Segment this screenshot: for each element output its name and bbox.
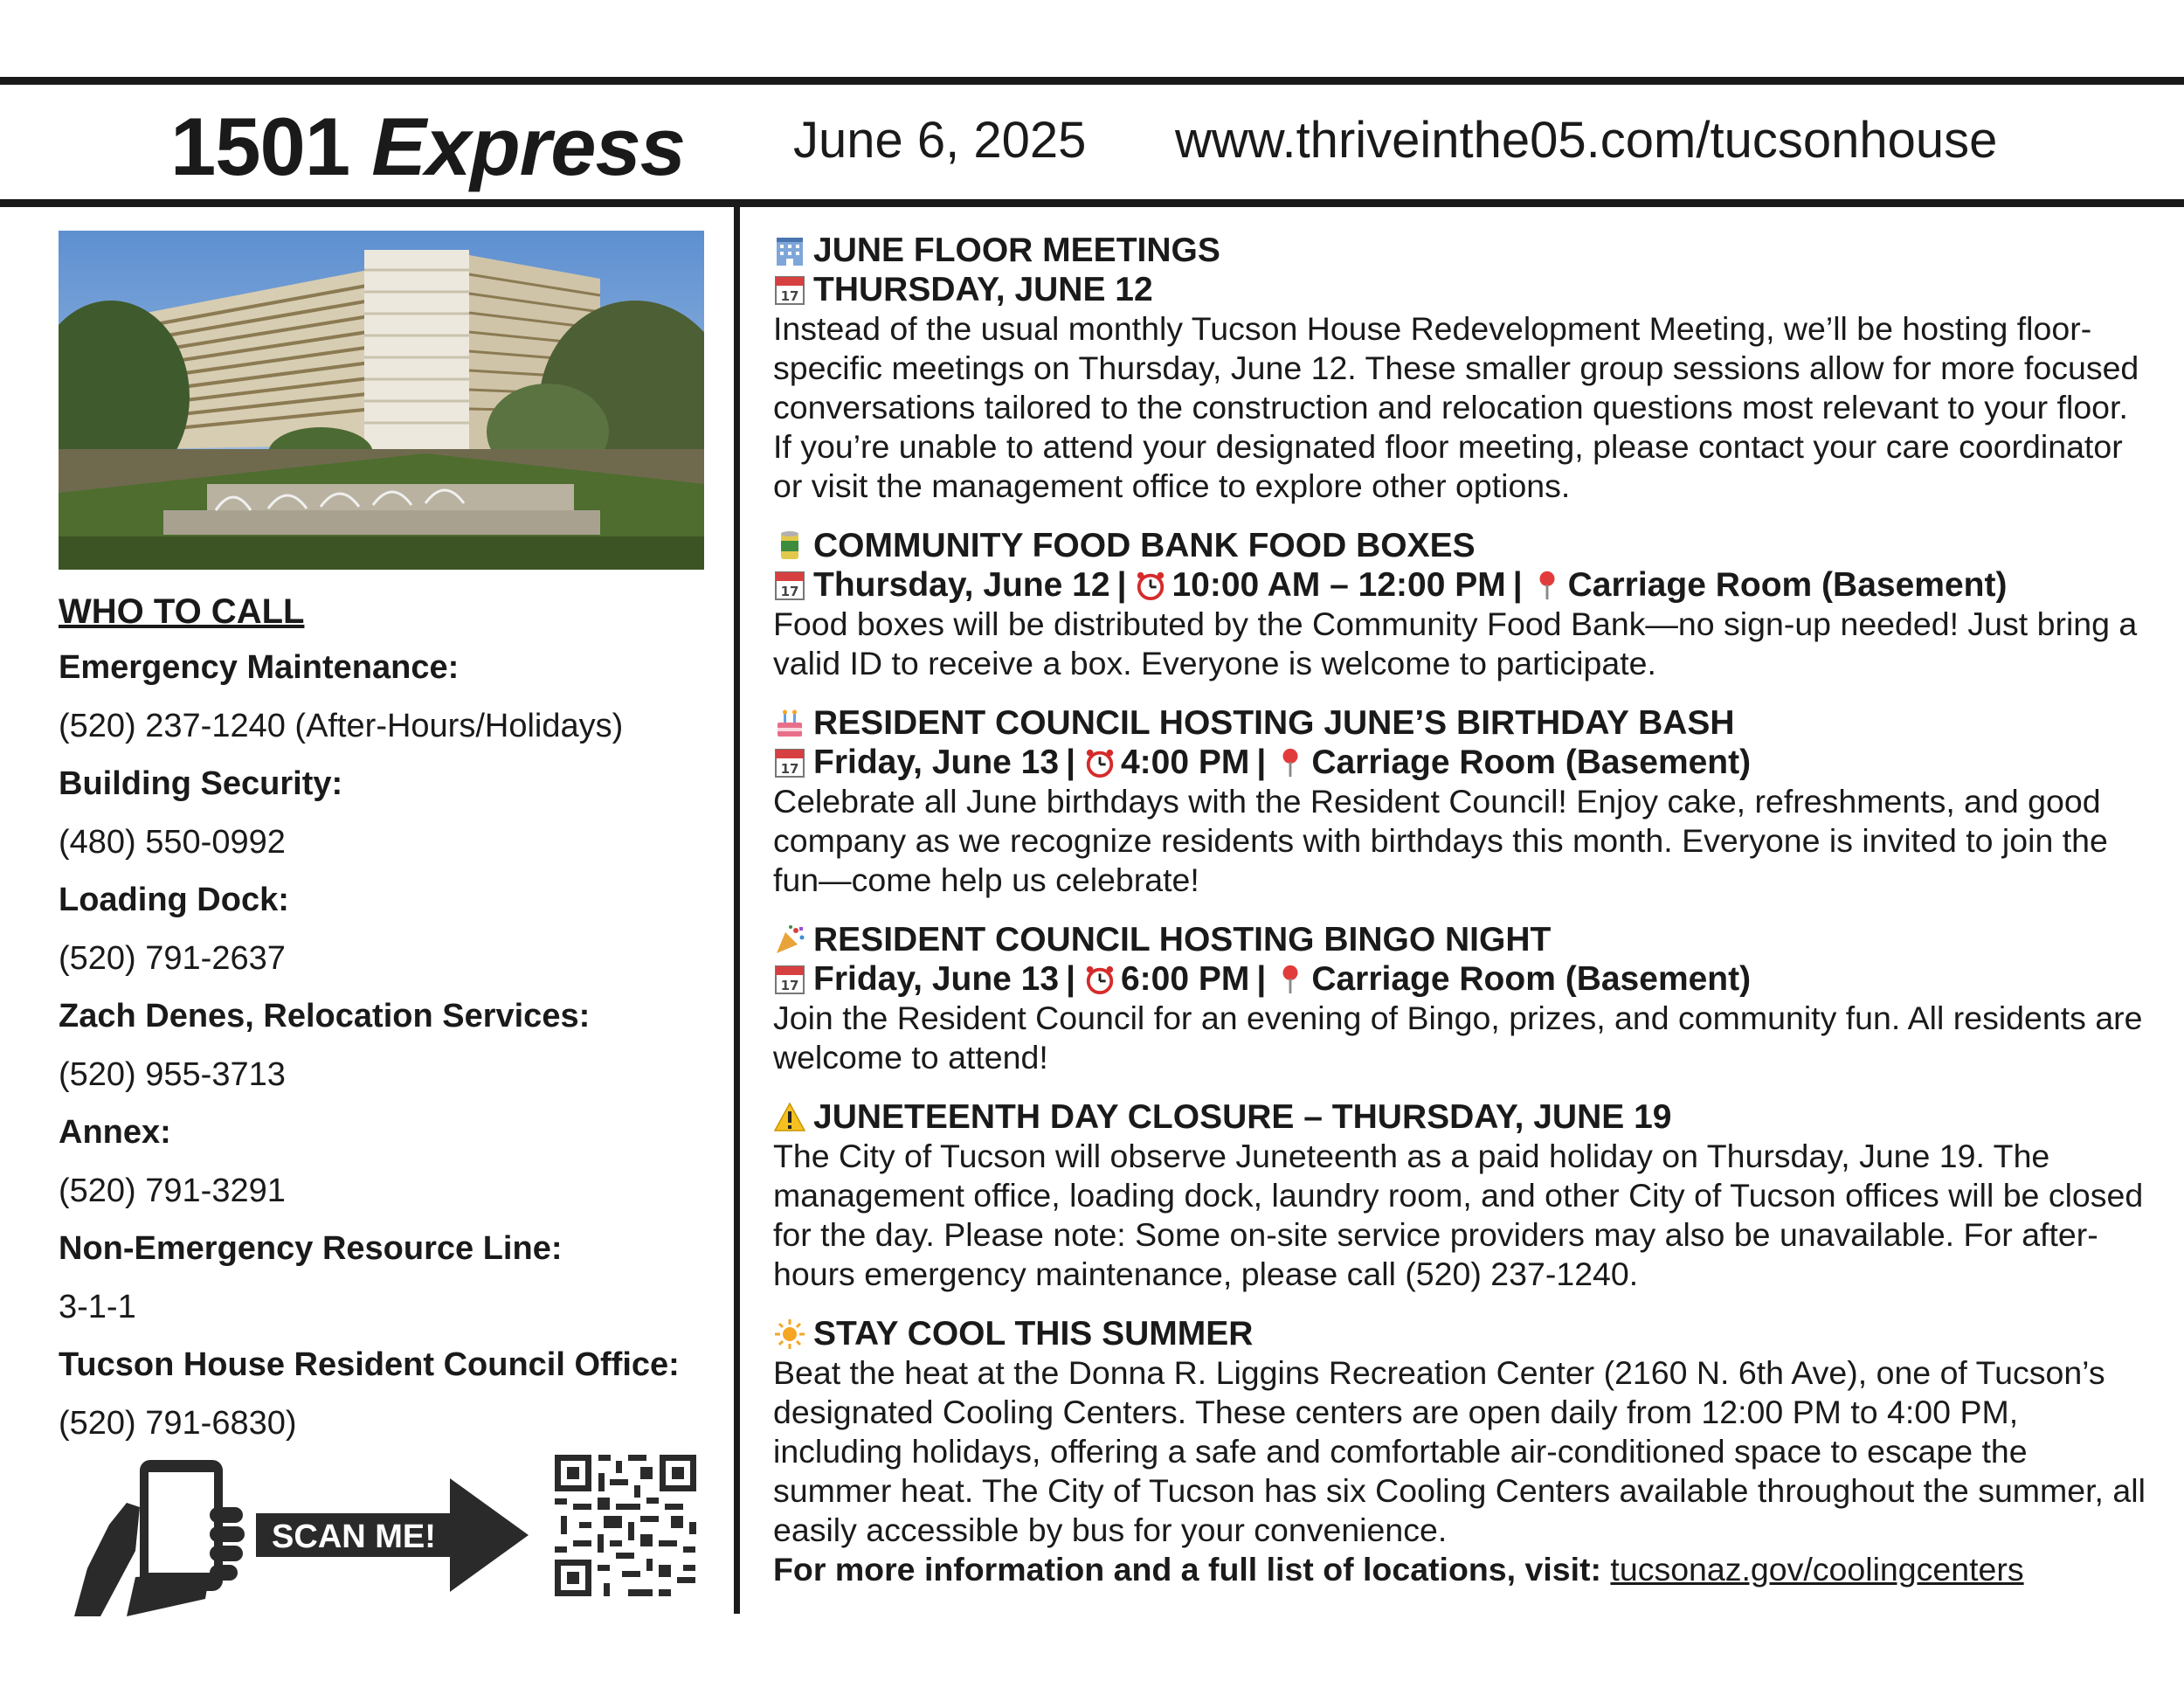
event-time: 6:00 PM (1120, 960, 1250, 998)
svg-text:17: 17 (780, 287, 799, 304)
event-bingo-night: RESIDENT COUNCIL HOSTING BINGO NIGHT 17 Friday, June 13 | 6:00 PM | Carriage Room (Basement) Join the Resident Council for an evening of Bingo, prizes, and community fun. All residents are welcome to attend! (773, 920, 2149, 1077)
event-title: STAY COOL THIS SUMMER (813, 1315, 1254, 1352)
more-info-label: For more information and a full list of locations, visit: (773, 1551, 1601, 1588)
cake-icon (773, 707, 806, 740)
event-birthday-bash: RESIDENT COUNCIL HOSTING JUNE’S BIRTHDAY BASH 17 Friday, June 13 | 4:00 PM | Carriage Room (Basement) Celebrate all June birthdays with the Resident Council! Enjoy cake, refreshments, and good company as we recognize residents with birthdays this month. Everyone is invited to join the fun—come help us celebrate! (773, 703, 2149, 900)
event-location: Carriage Room (Basement) (1311, 744, 1752, 781)
contact-phone[interactable]: (520) 791-2637 (59, 939, 286, 977)
event-floor-meetings (773, 231, 2149, 506)
masthead-bottom-rule (0, 199, 2184, 207)
event-title: RESIDENT COUNCIL HOSTING BINGO NIGHT (813, 921, 1552, 958)
contact-label: Loading Dock: (59, 882, 289, 918)
event-title: JUNETEENTH DAY CLOSURE – THURSDAY, JUNE 19 (813, 1098, 1672, 1136)
event-title: JUNE FLOOR MEETINGS (813, 232, 1220, 269)
phone-in-hand-icon (74, 1460, 245, 1616)
building-icon (773, 234, 806, 267)
qr-code[interactable] (555, 1455, 696, 1596)
pin-icon (1275, 964, 1306, 995)
issue-date: June 6, 2025 (793, 112, 1087, 169)
calendar-icon (773, 963, 806, 996)
cooling-centers-link[interactable]: tucsonaz.gov/coolingcenters (1610, 1551, 2024, 1588)
event-date: Friday, June 13 (813, 960, 1060, 998)
event-description: Instead of the usual monthly Tucson House Redevelopment Meeting, we’ll be hosting floor-specific meetings on Thursday, June 12. These smaller group sessions allow for more focused conversations tailored to the construction and relocation questions most relevant to your floor. If you’re unable to attend your designated floor meeting, please contact your care coordinator or visit the management office to explore other options. (773, 310, 2139, 504)
can-icon (773, 529, 806, 563)
calendar-icon (773, 569, 806, 602)
contact-label: Annex: (59, 1114, 171, 1151)
calendar-icon (773, 273, 806, 307)
contact-phone[interactable]: (520) 237-1240 (After-Hours/Holidays) (59, 707, 624, 744)
event-time: 10:00 AM – 12:00 PM (1171, 566, 1506, 604)
event-time: 4:00 PM (1120, 744, 1250, 781)
contact-label: Tucson House Resident Council Office: (59, 1346, 680, 1383)
event-date: Friday, June 13 (813, 744, 1060, 781)
contact-phone[interactable]: (520) 791-3291 (59, 1172, 286, 1209)
event-stay-cool (773, 1314, 2149, 1589)
svg-text:17: 17 (780, 977, 799, 993)
calendar-icon (773, 746, 806, 779)
event-description: Beat the heat at the Donna R. Liggins Recreation Center (2160 N. 6th Ave), one of Tucson’s designated Cooling Centers. These centers are open daily from 12:00 PM to 4:00 PM, including holidays, offering a safe and comfortable air-conditioned space to escape the summer heat. The City of Tucson has six Cooling Centers available throughout the summer, all easily accessible by bus for your convenience. (773, 1354, 2146, 1548)
event-date: Thursday, June 12 (813, 566, 1110, 604)
contact-phone[interactable]: (480) 550-0992 (59, 823, 286, 861)
who-to-call-heading: WHO TO CALL (59, 592, 305, 631)
warning-icon (773, 1101, 806, 1134)
event-title: COMMUNITY FOOD BANK FOOD BOXES (813, 527, 1476, 564)
contact-phone[interactable]: (520) 955-3713 (59, 1055, 286, 1093)
event-description: The City of Tucson will observe Juneteenth as a paid holiday on Thursday, June 19. The management office, loading dock, laundry room, and other City of Tucson offices will be closed for the day. Please note: Some on-site service providers may also be unavailable. For after-hours emergency maintenance, please call (520) 237-1240. (773, 1138, 2144, 1292)
alarm-clock-icon (1084, 747, 1116, 778)
event-description: Join the Resident Council for an evening of Bingo, prizes, and community fun. All residents are welcome to attend! (773, 1000, 2143, 1076)
contact-list (59, 642, 731, 1456)
scan-me-area (74, 1455, 712, 1616)
svg-text:17: 17 (780, 760, 799, 777)
event-description: Food boxes will be distributed by the Community Food Bank—no sign-up needed! Just bring a valid ID to receive a box. Everyone is welcome to participate. (773, 605, 2138, 681)
column-divider (734, 207, 740, 1614)
sun-icon (773, 1318, 806, 1351)
contact-phone[interactable]: 3-1-1 (59, 1288, 136, 1325)
more-info-row (773, 1550, 2149, 1589)
party-popper-icon (773, 924, 806, 957)
pin-icon (1531, 570, 1563, 601)
contact-label: Non-Emergency Resource Line: (59, 1230, 563, 1267)
alarm-clock-icon (1135, 570, 1166, 601)
building-photo (59, 231, 704, 570)
event-juneteenth-closure (773, 1097, 2149, 1294)
pin-icon (1275, 747, 1306, 778)
alarm-clock-icon (1084, 964, 1116, 995)
event-location: Carriage Room (Basement) (1311, 960, 1752, 998)
events-list (773, 231, 2149, 1609)
event-title: RESIDENT COUNCIL HOSTING JUNE’S BIRTHDAY BASH (813, 704, 1735, 742)
website-url[interactable]: www.thriveinthe05.com/tucsonhouse (1175, 112, 1998, 169)
contact-phone[interactable]: (520) 791-6830) (59, 1404, 297, 1442)
contact-label: Zach Denes, Relocation Services: (59, 998, 591, 1034)
event-description: Celebrate all June birthdays with the Resident Council! Enjoy cake, refreshments, and good company as we recognize residents with birthdays this month. Everyone is invited to join the fun—come help us celebrate! (773, 783, 2108, 898)
event-location: Carriage Room (Basement) (1567, 566, 2008, 604)
event-date: THURSDAY, JUNE 12 (813, 271, 1153, 308)
svg-text:17: 17 (780, 583, 799, 599)
scan-me-label: SCAN ME! (272, 1519, 436, 1555)
contact-label: Emergency Maintenance: (59, 649, 460, 686)
newsletter-title: 1501 Express (170, 100, 686, 192)
masthead-top-rule (0, 77, 2184, 85)
event-food-boxes: COMMUNITY FOOD BANK FOOD BOXES 17 Thursday, June 12 | 10:00 AM – 12:00 PM | Carriage Room (Basement) Food boxes will be distributed by the Community Food Bank—no sign-up needed! Just bring a valid ID to receive a box. Everyone is welcome to participate. (773, 526, 2149, 683)
contact-label: Building Security: (59, 765, 343, 802)
